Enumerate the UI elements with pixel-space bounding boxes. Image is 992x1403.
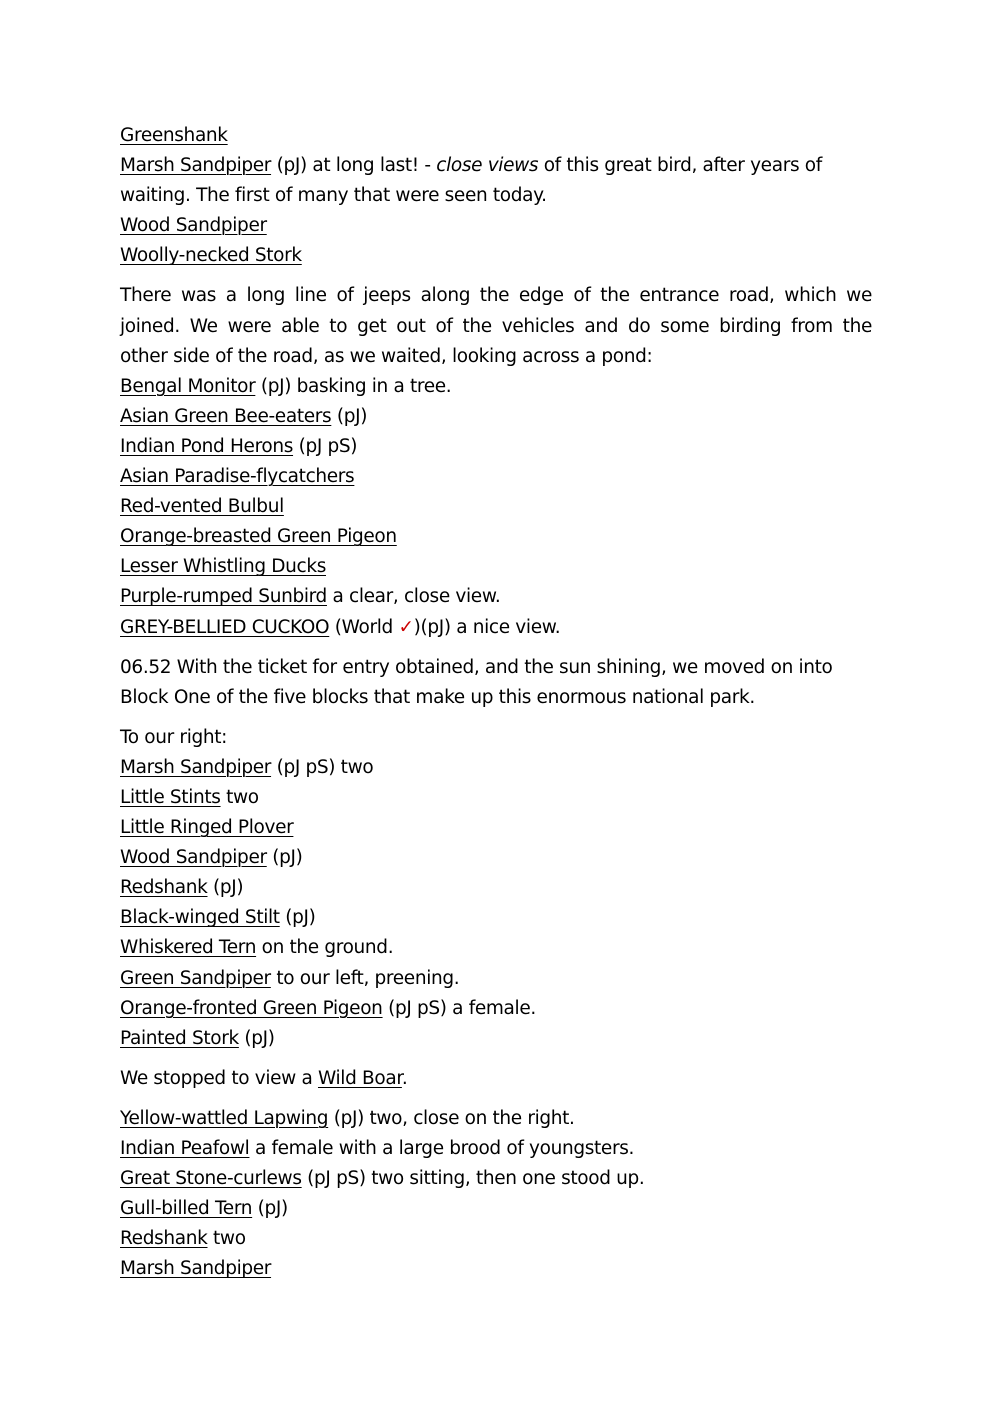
list-item: [120, 522, 872, 552]
list-item: [120, 873, 872, 903]
bird-name: Wood Sandpiper: [120, 847, 267, 869]
note: (pJ pS) a female.: [382, 997, 536, 1019]
note: on the ground.: [256, 937, 394, 959]
list-item: [120, 1134, 872, 1164]
list-item: [120, 1164, 872, 1194]
bird-name: Green Sandpiper: [120, 967, 271, 989]
list-item: [120, 372, 872, 402]
note: two: [207, 1228, 246, 1250]
bird-name: Asian Paradise-flycatchers: [120, 466, 355, 488]
bird-name: GREY-BELLIED CUCKOO: [120, 616, 330, 638]
list-item: [120, 903, 872, 933]
sightings-list-3: [120, 723, 872, 1054]
note: of this great bird, after years of: [538, 155, 822, 177]
list-item: [120, 1194, 872, 1224]
bird-name: Indian Peafowl: [120, 1138, 250, 1159]
bird-name: Purple-rumped Sunbird: [120, 586, 327, 608]
bird-name: Black-winged Stilt: [120, 907, 280, 929]
bird-name: Red-vented Bulbul: [120, 496, 284, 518]
list-item: [120, 432, 872, 462]
bird-name: Marsh Sandpiper: [120, 155, 272, 177]
note: (pJ) at long last! -: [271, 155, 437, 177]
note: (pJ) basking in a tree.: [255, 375, 452, 397]
bird-name: Wood Sandpiper: [120, 215, 267, 237]
emphasis: close views: [436, 155, 539, 177]
bird-name: Marsh Sandpiper: [120, 1258, 272, 1280]
list-item: [120, 1254, 872, 1284]
list-item: [120, 994, 872, 1024]
bird-name: Asian Green Bee-eaters: [120, 405, 332, 427]
checkmark-icon: ✓: [398, 616, 414, 638]
bird-name: Orange-fronted Green Pigeon: [120, 997, 383, 1019]
list-item: [120, 582, 872, 612]
note: (pJ pS): [293, 435, 358, 457]
bird-name: Marsh Sandpiper: [120, 756, 272, 778]
note: (pJ): [238, 1027, 275, 1049]
note: (pJ): [331, 405, 368, 427]
note: a female with a large brood of youngsters.: [249, 1138, 635, 1159]
list-item: [120, 462, 872, 492]
list-item: [120, 1224, 872, 1254]
paragraph-entry: [120, 653, 872, 713]
sightings-list-1: [120, 121, 872, 271]
bird-name: Yellow-wattled Lapwing: [120, 1107, 329, 1129]
paragraph-line: joined. We were able to get out of the vehicles and do some birding from the: [120, 315, 872, 337]
bird-name: Lesser Whistling Ducks: [120, 556, 326, 578]
bird-name: Bengal Monitor: [120, 375, 256, 397]
note: (pJ pS) two: [271, 756, 374, 778]
bird-name: Wild Boar: [317, 1067, 402, 1089]
bird-name: Gull-billed Tern: [120, 1198, 253, 1220]
intro-line: To our right:: [120, 726, 228, 748]
bird-name: Indian Pond Herons: [120, 435, 294, 457]
list-item: [120, 964, 872, 994]
bird-name: Orange-breasted Green Pigeon: [120, 526, 397, 548]
bird-name: Little Ringed Plover: [120, 817, 294, 839]
note: two: [220, 786, 259, 808]
list-item: [120, 151, 872, 181]
wild-boar-entry: [120, 1064, 872, 1094]
bird-name: Great Stone-curlews: [120, 1168, 302, 1190]
note: (pJ pS) two sitting, then one stood up.: [301, 1168, 645, 1190]
paragraph-line: other side of the road, as we waited, looking across a pond:: [120, 345, 653, 367]
paragraph-line: Block One of the five blocks that make up this enormous national park.: [120, 686, 755, 708]
document-page: [120, 121, 872, 1284]
note: (pJ): [266, 847, 303, 869]
list-item: [120, 1024, 872, 1054]
bird-name: Redshank: [120, 877, 208, 899]
note: a clear, close view.: [326, 586, 501, 608]
note: (World: [329, 616, 399, 638]
sightings-list-4: [120, 1104, 872, 1285]
list-item: [120, 1064, 872, 1094]
note: )(pJ) a nice view.: [413, 616, 561, 638]
list-item: [120, 121, 872, 151]
list-item: [120, 211, 872, 241]
note: (pJ): [207, 877, 244, 899]
note: (pJ): [279, 907, 316, 929]
bird-name: Whiskered Tern: [120, 937, 257, 959]
list-item: [120, 552, 872, 582]
note: .: [401, 1067, 408, 1089]
bird-name: Painted Stork: [120, 1027, 239, 1049]
paragraph: [120, 281, 872, 341]
paragraph-line: There was a long line of jeeps along the edge of the entrance road, which we: [120, 285, 872, 307]
list-item: [120, 241, 872, 271]
sightings-list-2: [120, 281, 872, 642]
note: to our left, preening.: [270, 967, 460, 989]
bird-name: Greenshank: [120, 125, 228, 146]
note-line: waiting. The first of many that were seen today.: [120, 185, 547, 207]
list-item: [120, 783, 872, 813]
list-item: [120, 933, 872, 963]
paragraph-line: 06.52 With the ticket for entry obtained, and the sun shining, we moved on into: [120, 656, 833, 678]
list-item: [120, 402, 872, 432]
note: We stopped to view a: [120, 1067, 318, 1089]
bird-name: Redshank: [120, 1228, 208, 1250]
bird-name: Woolly-necked Stork: [120, 245, 302, 267]
list-item: [120, 813, 872, 843]
list-item: [120, 753, 872, 783]
list-item: [120, 492, 872, 522]
note: (pJ): [252, 1198, 288, 1220]
note: (pJ) two, close on the right.: [328, 1107, 575, 1129]
list-item: [120, 843, 872, 873]
list-item: [120, 613, 872, 643]
bird-name: Little Stints: [120, 786, 221, 808]
list-item: [120, 1104, 872, 1134]
